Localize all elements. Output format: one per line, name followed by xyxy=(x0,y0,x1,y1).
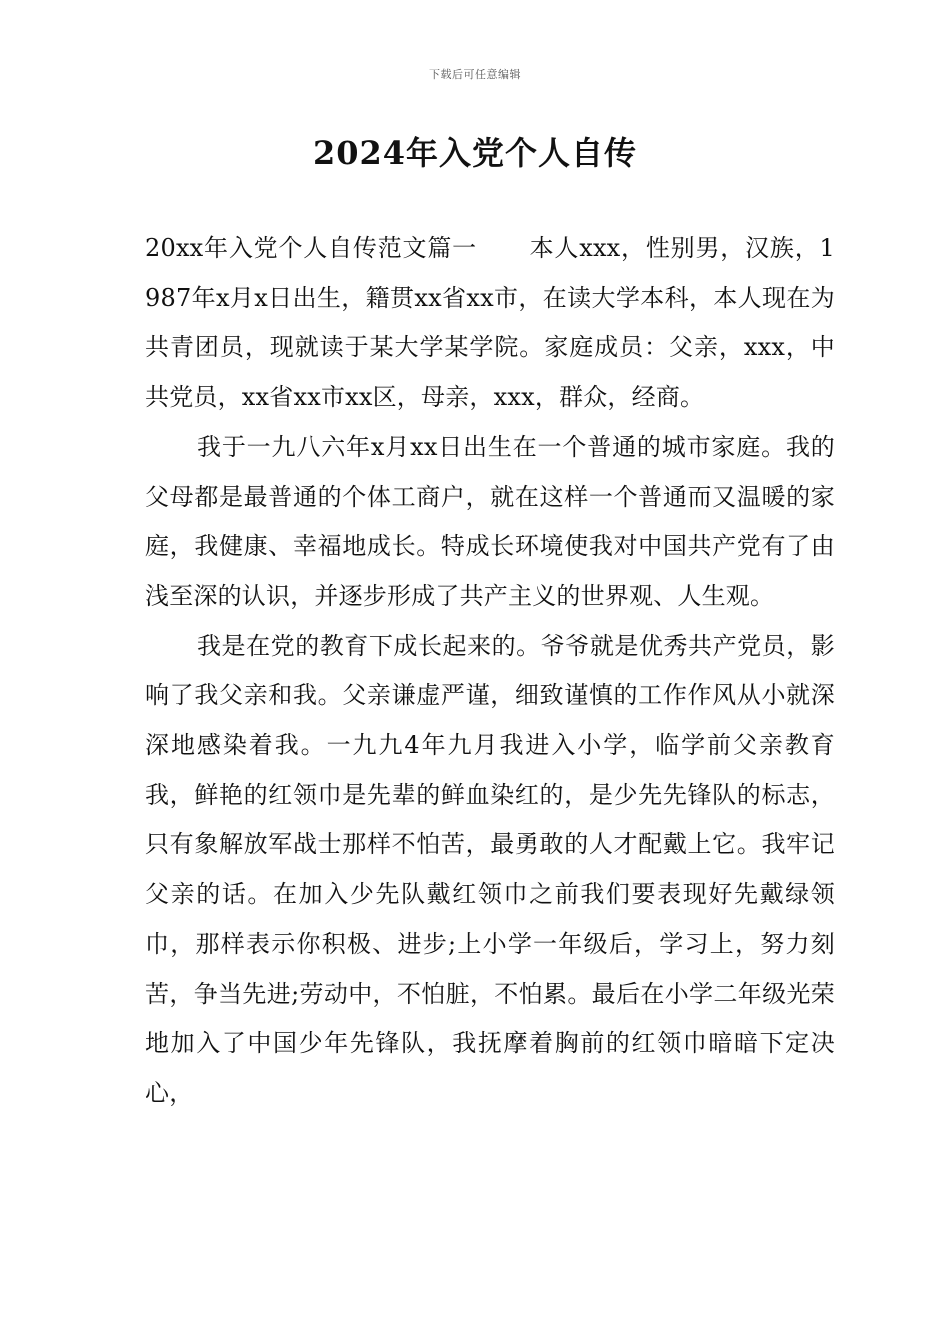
paragraph-1-text: 本人xxx，性别男，汉族，1987年x月x日出生，籍贯xx省xx市，在读大学本科，本人现在为共青团员，现就读于某大学某学院。家庭成员：父亲，xxx，中共党员，xx省xx市xx区，母亲，xxx，群众，经商。 xyxy=(145,234,835,412)
paragraph-3: 我是在党的教育下成长起来的。爷爷就是优秀共产党员，影响了我父亲和我。父亲谦虚严谨，细致谨慎的工作作风从小就深深地感染着我。一九九4年九月我进入小学，临学前父亲教育我，鲜艳的红领巾是先辈的鲜血染红的，是少先先锋队的标志，只有象解放军战士那样不怕苦，最勇敢的人才配戴上它。我牢记父亲的话。在加入少先队戴红领巾之前我们要表现好先戴绿领巾，那样表示你积极、进步;上小学一年级后，学习上，努力刻苦，争当先进;劳动中，不怕脏，不怕累。最后在小学二年级光荣地加入了中国少年先锋队，我抚摩着胸前的红领巾暗暗下定决心， xyxy=(145,631,835,1107)
header-note: 下载后可任意编辑 xyxy=(429,68,521,81)
paragraph-1-lead: 20xx年入党个人自传范文篇一 xyxy=(145,234,477,262)
document-title: 2024年入党个人自传 xyxy=(312,134,638,172)
document-body xyxy=(145,224,835,1119)
paragraph-2: 我于一九八六年x月xx日出生在一个普通的城市家庭。我的父母都是最普通的个体工商户，就在这样一个普通而又温暖的家庭，我健康、幸福地成长。特成长环境使我对中国共产党有了由浅至深的认识，并逐步形成了共产主义的世界观、人生观。 xyxy=(145,432,835,610)
paragraph-1 xyxy=(145,224,835,423)
